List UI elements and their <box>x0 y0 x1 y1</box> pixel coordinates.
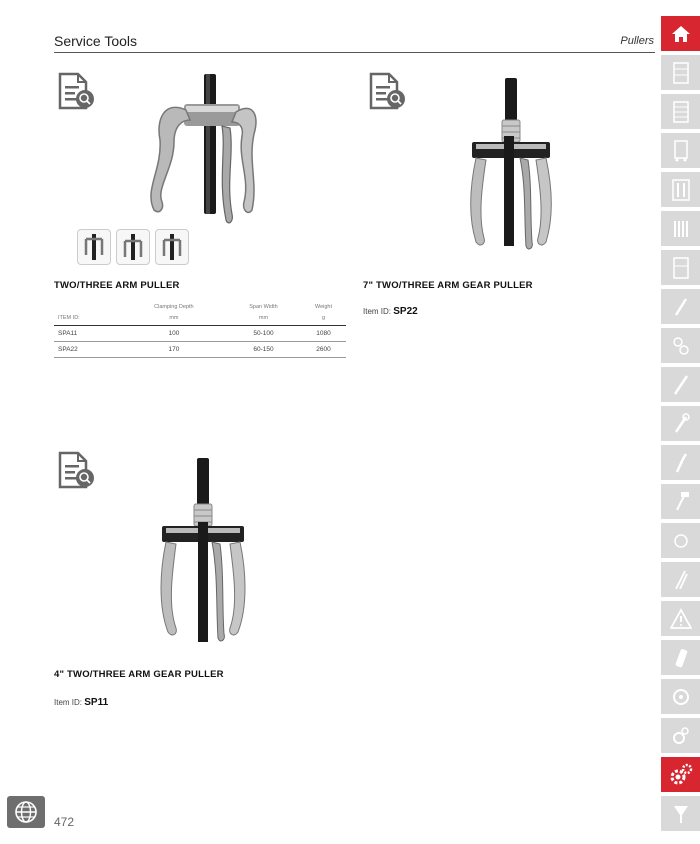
gears-icon[interactable] <box>661 718 700 753</box>
table-unit: mm <box>122 312 226 325</box>
item-id-value[interactable]: SP22 <box>393 306 418 317</box>
cabinet-icon[interactable] <box>661 55 700 90</box>
item-id-label: Item ID: <box>363 307 392 316</box>
table-row <box>54 341 346 357</box>
pliers-icon[interactable] <box>661 445 700 480</box>
table-cell: 170 <box>122 341 226 357</box>
product-title: 7" TWO/THREE ARM GEAR PULLER <box>363 280 533 291</box>
three-arm-puller-image <box>134 70 264 230</box>
drawer-icon[interactable] <box>661 94 700 129</box>
document-search-icon[interactable] <box>56 72 96 112</box>
header-divider <box>54 52 655 53</box>
variant-thumbnail[interactable] <box>77 229 111 265</box>
socket-icon[interactable] <box>661 328 700 363</box>
table-header: Span Width <box>249 304 278 310</box>
document-search-icon[interactable] <box>56 451 96 491</box>
warning-icon[interactable] <box>661 601 700 636</box>
section-title: Pullers <box>620 35 654 47</box>
table-cell: 2600 <box>301 341 346 357</box>
specification-table <box>54 302 346 358</box>
table-unit: mm <box>226 312 301 325</box>
page-title: Service Tools <box>54 33 138 49</box>
table-unit: g <box>301 312 346 325</box>
item-id-cell[interactable]: SPA22 <box>54 341 122 357</box>
variant-thumbnail[interactable] <box>155 229 189 265</box>
gear-puller-4in-image <box>158 456 248 648</box>
table-row <box>54 325 346 341</box>
document-search-icon[interactable] <box>367 72 407 112</box>
spanner-icon[interactable] <box>661 406 700 441</box>
cutter-icon[interactable] <box>661 523 700 558</box>
tweezers-icon[interactable] <box>661 562 700 597</box>
table-header: Weight <box>314 304 333 310</box>
gear-service-icon[interactable] <box>661 757 700 792</box>
product-title: TWO/THREE ARM PULLER <box>54 280 180 291</box>
flashlight-icon[interactable] <box>661 640 700 675</box>
product-title: 4" TWO/THREE ARM GEAR PULLER <box>54 669 224 680</box>
gear-puller-7in-image <box>466 76 556 256</box>
item-id-value[interactable]: SP11 <box>84 697 109 708</box>
table-cell: 100 <box>122 325 226 341</box>
screwdriver-icon[interactable] <box>661 289 700 324</box>
globe-icon[interactable] <box>7 796 45 828</box>
table-cell: 1080 <box>301 325 346 341</box>
page-number: 472 <box>54 815 75 829</box>
table-header: Clamping Depth <box>154 304 194 310</box>
trolley-icon[interactable] <box>661 133 700 168</box>
item-id-line <box>363 306 418 317</box>
funnel-icon[interactable] <box>661 796 700 831</box>
table-header-item-id: ITEM ID: <box>54 312 122 325</box>
variant-thumbnail[interactable] <box>116 229 150 265</box>
item-id-label: Item ID: <box>54 698 83 707</box>
item-id-line <box>54 697 108 708</box>
tool-set-icon[interactable] <box>661 211 700 246</box>
table-header-empty <box>54 302 122 312</box>
storage-icon[interactable] <box>661 250 700 285</box>
table-cell: 60-150 <box>226 341 301 357</box>
wrench-icon[interactable] <box>661 367 700 402</box>
toolbox-icon[interactable] <box>661 172 700 207</box>
hammer-icon[interactable] <box>661 484 700 519</box>
home-icon[interactable] <box>661 16 700 51</box>
item-id-cell[interactable]: SPA11 <box>54 325 122 341</box>
variant-thumbnails <box>77 229 189 265</box>
table-cell: 50-100 <box>226 325 301 341</box>
measuring-icon[interactable] <box>661 679 700 714</box>
